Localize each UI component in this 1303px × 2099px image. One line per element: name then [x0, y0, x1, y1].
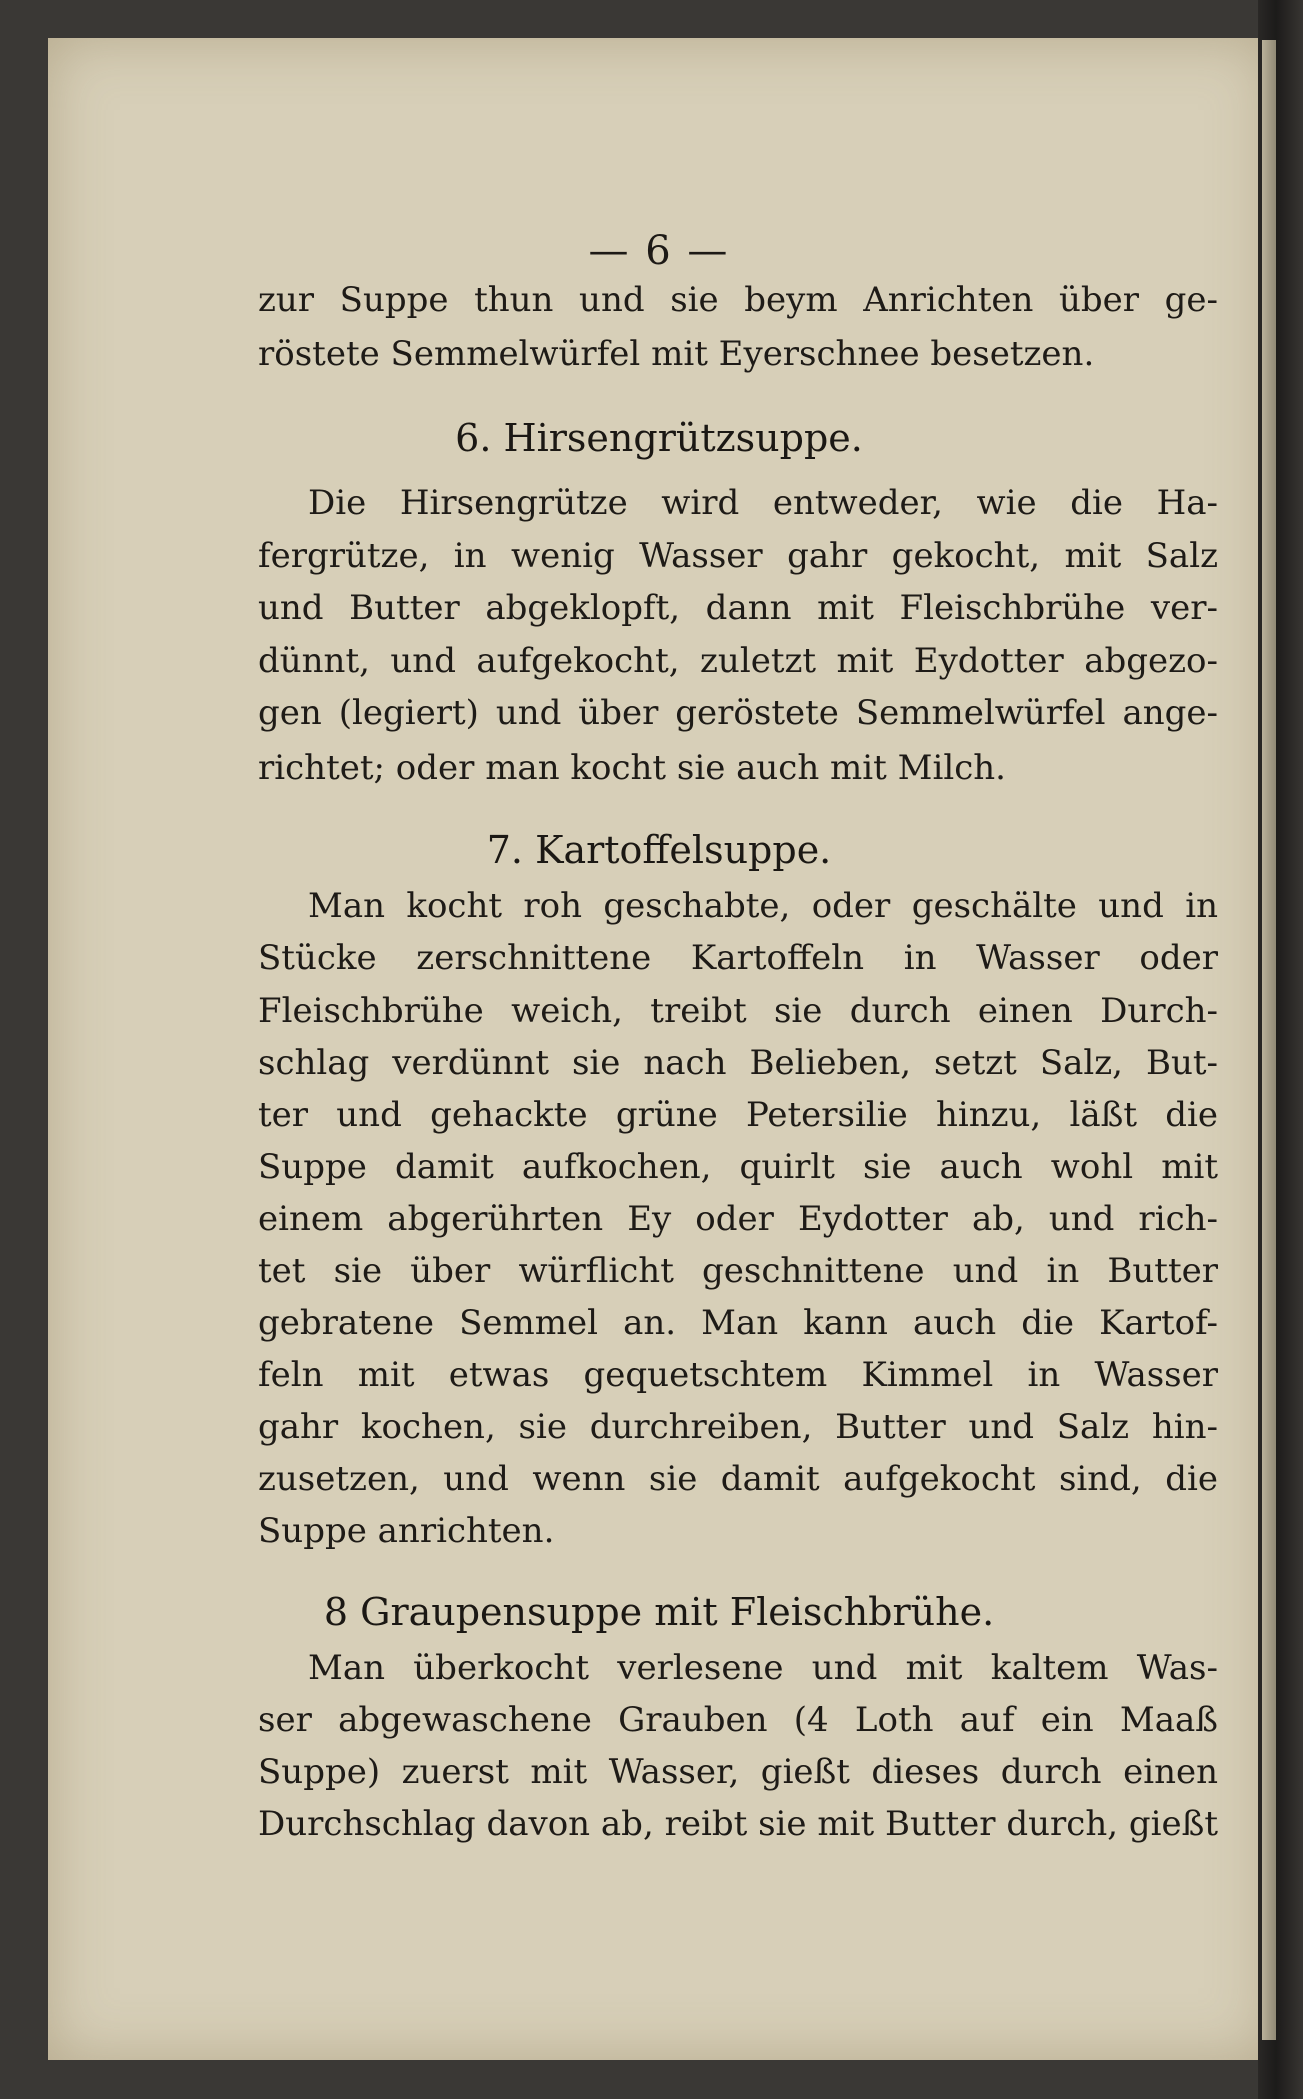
text-line: gen (legiert) und über geröstete Semmelwürfel ange-: [258, 693, 1218, 733]
text-line: zur Suppe thun und sie beym Anrichten über ge-: [258, 280, 1218, 320]
text-line: einem abgerührten Ey oder Eydotter ab, und rich-: [258, 1199, 1218, 1239]
text-line: Man kocht roh geschabte, oder geschälte und in: [308, 886, 1218, 926]
book-page: [48, 38, 1270, 2060]
text-line: Man überkocht verlesene und mit kaltem Was-: [308, 1648, 1218, 1688]
text-line: ter und gehackte grüne Petersilie hinzu, läßt die: [258, 1095, 1218, 1135]
text-line: tet sie über würflicht geschnittene und in Butter: [258, 1251, 1218, 1291]
text-line: Durchschlag davon ab, reibt sie mit Butter durch, gießt: [258, 1804, 1218, 1844]
text-line: Fleischbrühe weich, treibt sie durch einen Durch-: [258, 991, 1218, 1031]
text-line: und Butter abgeklopft, dann mit Fleischbrühe ver-: [258, 588, 1218, 628]
section-heading: 7. Kartoffelsuppe.: [486, 828, 832, 872]
text-line: gebratene Semmel an. Man kann auch die Kartof-: [258, 1303, 1218, 1343]
text-line: feln mit etwas gequetschtem Kimmel in Wasser: [258, 1355, 1218, 1395]
section-heading: 6. Hirsengrützsuppe.: [455, 416, 863, 460]
text-line: fergrütze, in wenig Wasser gahr gekocht, mit Salz: [258, 536, 1218, 576]
text-line: gahr kochen, sie durchreiben, Butter und Salz hin-: [258, 1407, 1218, 1447]
text-line: Suppe) zuerst mit Wasser, gießt dieses durch einen: [258, 1752, 1218, 1792]
page-number-header: — 6 —: [588, 228, 730, 274]
text-line: röstete Semmelwürfel mit Eyerschnee besetzen.: [258, 334, 1095, 374]
text-line: ser abgewaschene Grauben (4 Loth auf ein Maaß: [258, 1700, 1218, 1740]
text-line: richtet; oder man kocht sie auch mit Milch.: [258, 748, 1006, 788]
text-line: schlag verdünnt sie nach Belieben, setzt Salz, But-: [258, 1043, 1218, 1083]
text-line: dünnt, und aufgekocht, zuletzt mit Eydotter abgezo-: [258, 641, 1218, 681]
text-line: zusetzen, und wenn sie damit aufgekocht sind, die: [258, 1459, 1218, 1499]
text-line: Suppe anrichten.: [258, 1511, 555, 1551]
section-heading: 8 Graupensuppe mit Fleischbrühe.: [323, 1590, 995, 1634]
text-line: Die Hirsengrütze wird entweder, wie die Ha-: [308, 483, 1218, 523]
text-line: Suppe damit aufkochen, quirlt sie auch wohl mit: [258, 1147, 1218, 1187]
text-line: Stücke zerschnittene Kartoffeln in Wasser oder: [258, 938, 1218, 978]
page-edge: [1262, 40, 1276, 2040]
